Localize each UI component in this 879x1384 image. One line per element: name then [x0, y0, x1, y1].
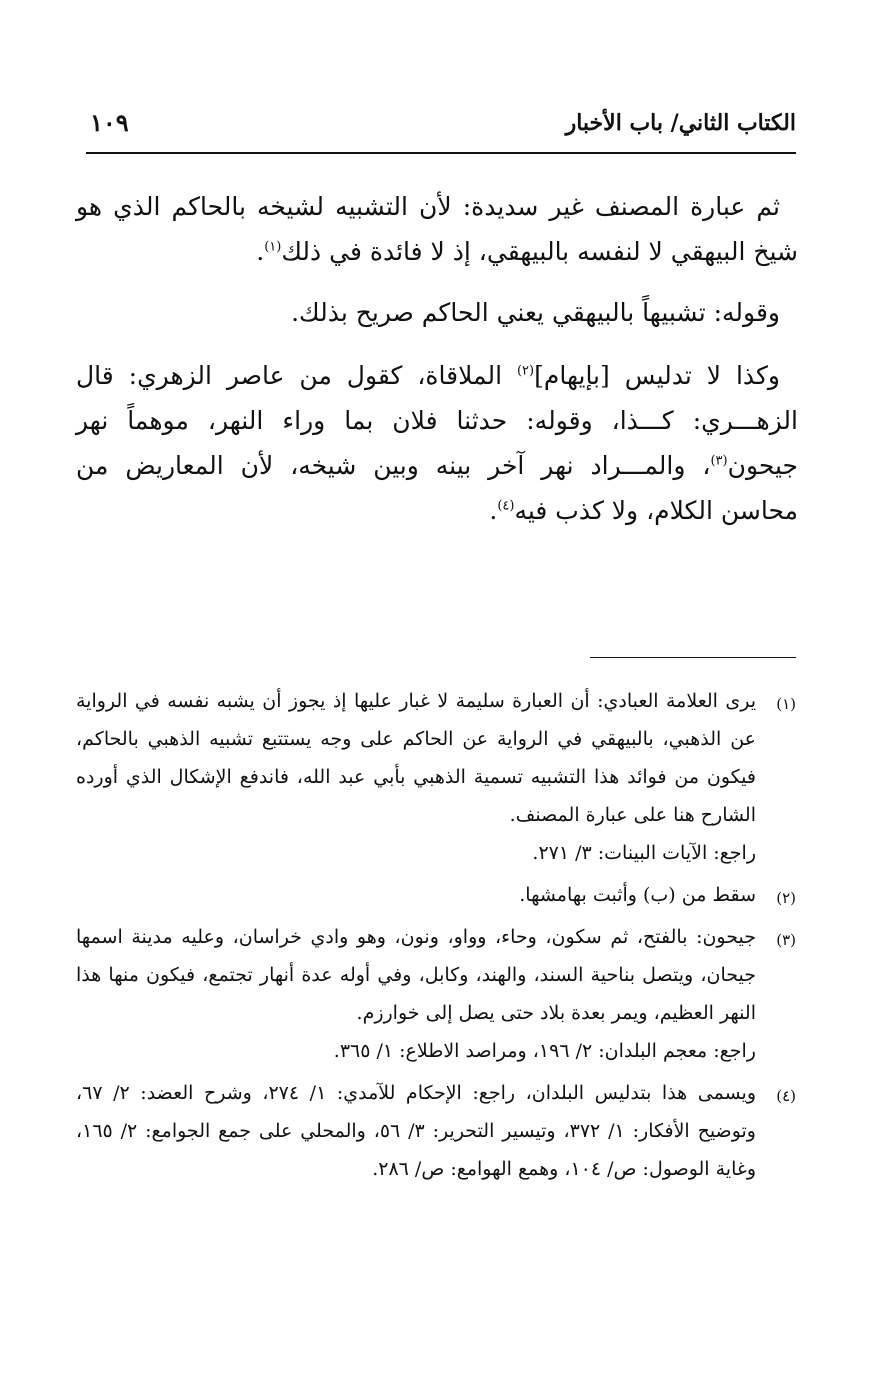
footnote-text: جيحون: بالفتح، ثم سكون، وحاء، وواو، ونون، وهو وادي خراسان، وعليه مدينة اسمها جيحان، ويتصل بناحية السند، والهند، وكابل، وفي أوله عدة أنهار تجتمع، فيكون منها هذا النهر العظيم، ويمر بعدة بلاد حتى يصل إلى خوارزم.	[76, 926, 756, 1024]
footnote-marker: (٢)	[776, 889, 796, 907]
paragraph-1-text: ثم عبارة المصنف غير سديدة: لأن التشبيه لشيخه بالحاكم الذي هو شيخ البيهقي لا لنفسه بالبيهقي، إذ لا فائدة في ذلك	[76, 192, 798, 266]
footnotes	[76, 682, 796, 1192]
paragraph-3-end: .	[489, 496, 498, 525]
paragraph-3-text-a: وكذا لا تدليس [بإيهام]	[534, 361, 780, 390]
paragraph-1-end: .	[256, 237, 265, 266]
footnote-ref-3: (٣)	[710, 453, 728, 469]
footnote-reference: راجع: الآيات البينات: ٣/ ٢٧١.	[532, 842, 756, 864]
footnote-3	[76, 918, 796, 1070]
footnote-text: سقط من (ب) وأثبت بهامشها.	[519, 884, 756, 906]
footnote-marker: (١)	[776, 695, 796, 713]
footnote-ref-2: (٢)	[516, 363, 535, 379]
footnote-4	[76, 1074, 796, 1188]
main-text	[76, 184, 798, 533]
footnote-text: يرى العلامة العبادي: أن العبارة سليمة لا غبار عليها إذ يجوز أن يشبه نفسه في الرواية عن الذهبي، بالبيهقي في الرواية عن الحاكم على وجه يستتبع تشبيه الذهبي بالحاكم، فيكون من فوائد هذا التشبيه تسمية الذهبي بأبي عبد الله، فاندفع الإشكال الذي أورده الشارح هنا على عبارة المصنف.	[76, 690, 756, 826]
header-rule	[86, 152, 796, 154]
footnote-marker: (٣)	[776, 931, 796, 949]
page-number: ١٠٩	[90, 108, 129, 137]
footnote-text: ويسمى هذا بتدليس البلدان، راجع: الإحكام للآمدي: ١/ ٢٧٤، وشرح العضد: ٢/ ٦٧، وتوضيح الأفكار: ١/ ٣٧٢، وتيسير التحرير: ٣/ ٥٦، والمحلي على جمع الجوامع: ٢/ ١٦٥، وغاية الوصول: ص/ ١٠٤، وهمع الهوامع: ص/ ٢٨٦.	[76, 1082, 756, 1180]
running-title: الكتاب الثاني/ باب الأخبار	[565, 110, 796, 136]
footnote-separator	[590, 657, 796, 658]
footnote-2	[76, 876, 796, 914]
paragraph-2: وقوله: تشبيهاً بالبيهقي يعني الحاكم صريح بذلك.	[291, 298, 780, 327]
page-header	[86, 104, 796, 148]
footnote-marker: (٤)	[776, 1087, 796, 1105]
footnote-reference: راجع: معجم البلدان: ٢/ ١٩٦، ومراصد الاطلاع: ١/ ٣٦٥.	[333, 1040, 756, 1062]
footnote-ref-1: (١)	[264, 239, 282, 255]
footnote-ref-4: (٤)	[497, 498, 515, 514]
paragraph-3-text-b: الملاقاة، كقول من عاصر الزهري: قال الزهـــري: كـــذا، وقوله: حدثنا فلان بما وراء النهر، موهماً نهر جيحون	[76, 361, 798, 480]
paragraph-1	[76, 184, 798, 274]
footnote-1	[76, 682, 796, 872]
paragraph-3-text-c: ، والمـــراد نهر آخر بينه وبين شيخه، لأن المعاريض من محاسن الكلام، ولا كذب فيه	[76, 451, 798, 525]
paragraph-3	[76, 353, 798, 533]
